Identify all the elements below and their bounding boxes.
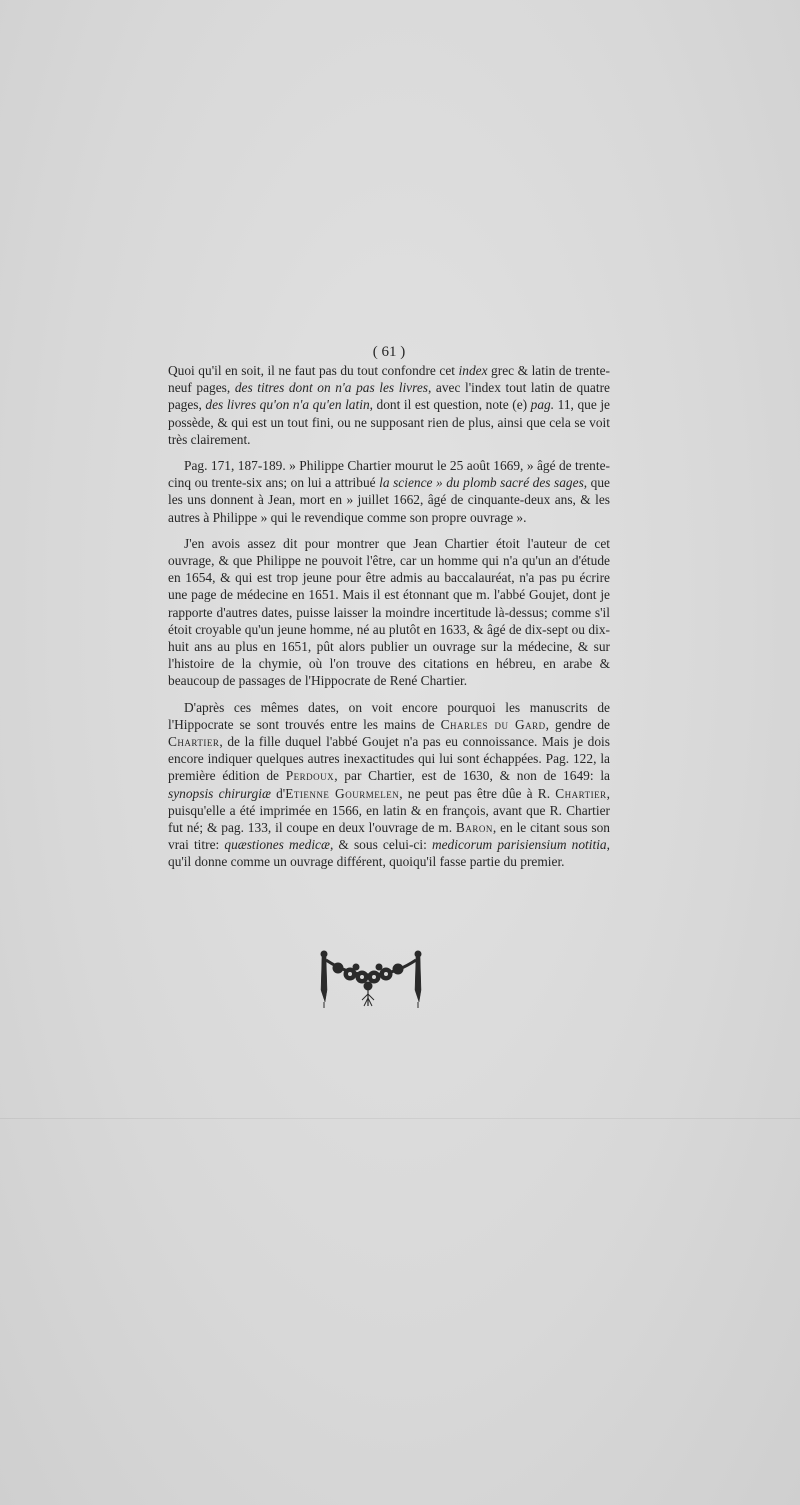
text-run: , de la fille duquel l'abbé Goujet n'a pas eu connoissance. Mais je dois encore indiquer quelques autres inexactitudes qui lui sont échappées. Pag. 122, la première édition de [168,734,610,784]
italic-run: pag. [530,397,555,413]
italic-run: index [458,363,488,378]
small-caps-run: Baron [455,820,493,836]
page-number: ( 61 ) [372,344,406,360]
italic-run: medicorum parisiensium notitia [431,837,607,853]
italic-run: des livres qu'on n'a qu'en latin [205,397,370,413]
text-run: , en le citant sous son vrai titre: [168,820,611,853]
text-run: , dont il est question, note (e) [369,397,531,413]
paragraph [168,457,610,526]
floral-garland-vignette-icon [316,950,426,1012]
text-run: , gendre de [545,716,610,732]
text-run: D'après ces mêmes dates, on voit encore pourquoi les manuscrits de l'Hippocrate se sont trouvés entre les mains de [168,699,610,732]
text-run: grec & latin de trente-neuf pages, [168,363,610,396]
italic-run: quæstiones medicæ [224,837,330,853]
italic-run: des titres dont on n'a pas les livres [234,380,428,396]
italic-run: la science » du plomb sacré des sages [379,475,584,491]
small-caps-run: Etienne Gourmelen [285,785,400,801]
text-run: , puisqu'elle a été imprimée en 1566, en latin & en françois, avant que R. Chartier fut né; & pag. 133, il coupe en deux l'ouvrage de m. [168,785,610,836]
paragraph [168,535,610,690]
text-run: , par Chartier, est de 1630, & non de 1649: la [334,768,610,784]
small-caps-run: Perdoux [285,768,335,784]
text-run: J'en avois assez dit pour montrer que Jean Chartier étoit l'auteur de cet ouvrage, & que Philippe ne pouvoit l'être, car un homme qui n'a qu'un an d'étude en 1654, & qui est trop jeune pour être admis au baccalauréat, n'a pas pu écrire une page de médecine en 1651. Mais il est étonnant que m. l'abbé Goujet, dont je rapporte d'autres dates, puisse laisser la moindre incertitude là-dessus; comme s'il étoit croyable qu'un jeune homme, né au plutôt en 1633, & âgé de dix-sept ou dix-huit ans au plus en 1651, pût alors publier un ouvrage sur la médecine, & sur l'histoire de la chymie, où l'on trouve des citations en hébreu, en arabe & beaucoup de passages de l'Hippocrate de René Chartier. [168,535,610,689]
text-run: , ne peut pas être dûe à R. [399,785,556,801]
small-caps-run: Chartier [168,734,220,750]
small-caps-run: Chartier [555,785,607,801]
text-run: , & sous celui-ci: [329,837,432,853]
text-run: , que les uns donnent à Jean, mort en » juillet 1662, âgé de cinquante-deux ans, & les autres à Philippe » qui le revendique comme son propre ouvrage ». [168,475,611,525]
text-run: Pag. 171, 187-189. » Philippe Chartier mourut le 25 août 1669, » âgé de trente-cinq ou trente-six ans; on lui a attribué [168,458,610,491]
text-run: Quoi qu'il en soit, il ne faut pas du tout confondre cet [168,363,459,378]
text-run: 11, que je possède, & qui est un tout fini, ou ne supposant rien de plus, ainsi que cela se voit très clairement. [168,397,611,447]
text-run: , qu'il donne comme un ouvrage différent, quoiqu'il fasse partie du premier. [168,837,610,870]
text-block [168,344,610,880]
text-run: , avec l'index tout latin de quatre pages, [168,380,610,413]
text-run: d' [270,785,286,801]
paragraph [168,362,610,448]
italic-run: synopsis chirurgiæ [168,785,271,801]
paragraph [168,699,610,871]
paper-fold-line [0,1118,800,1119]
small-caps-run: Charles du Gard [440,716,546,732]
